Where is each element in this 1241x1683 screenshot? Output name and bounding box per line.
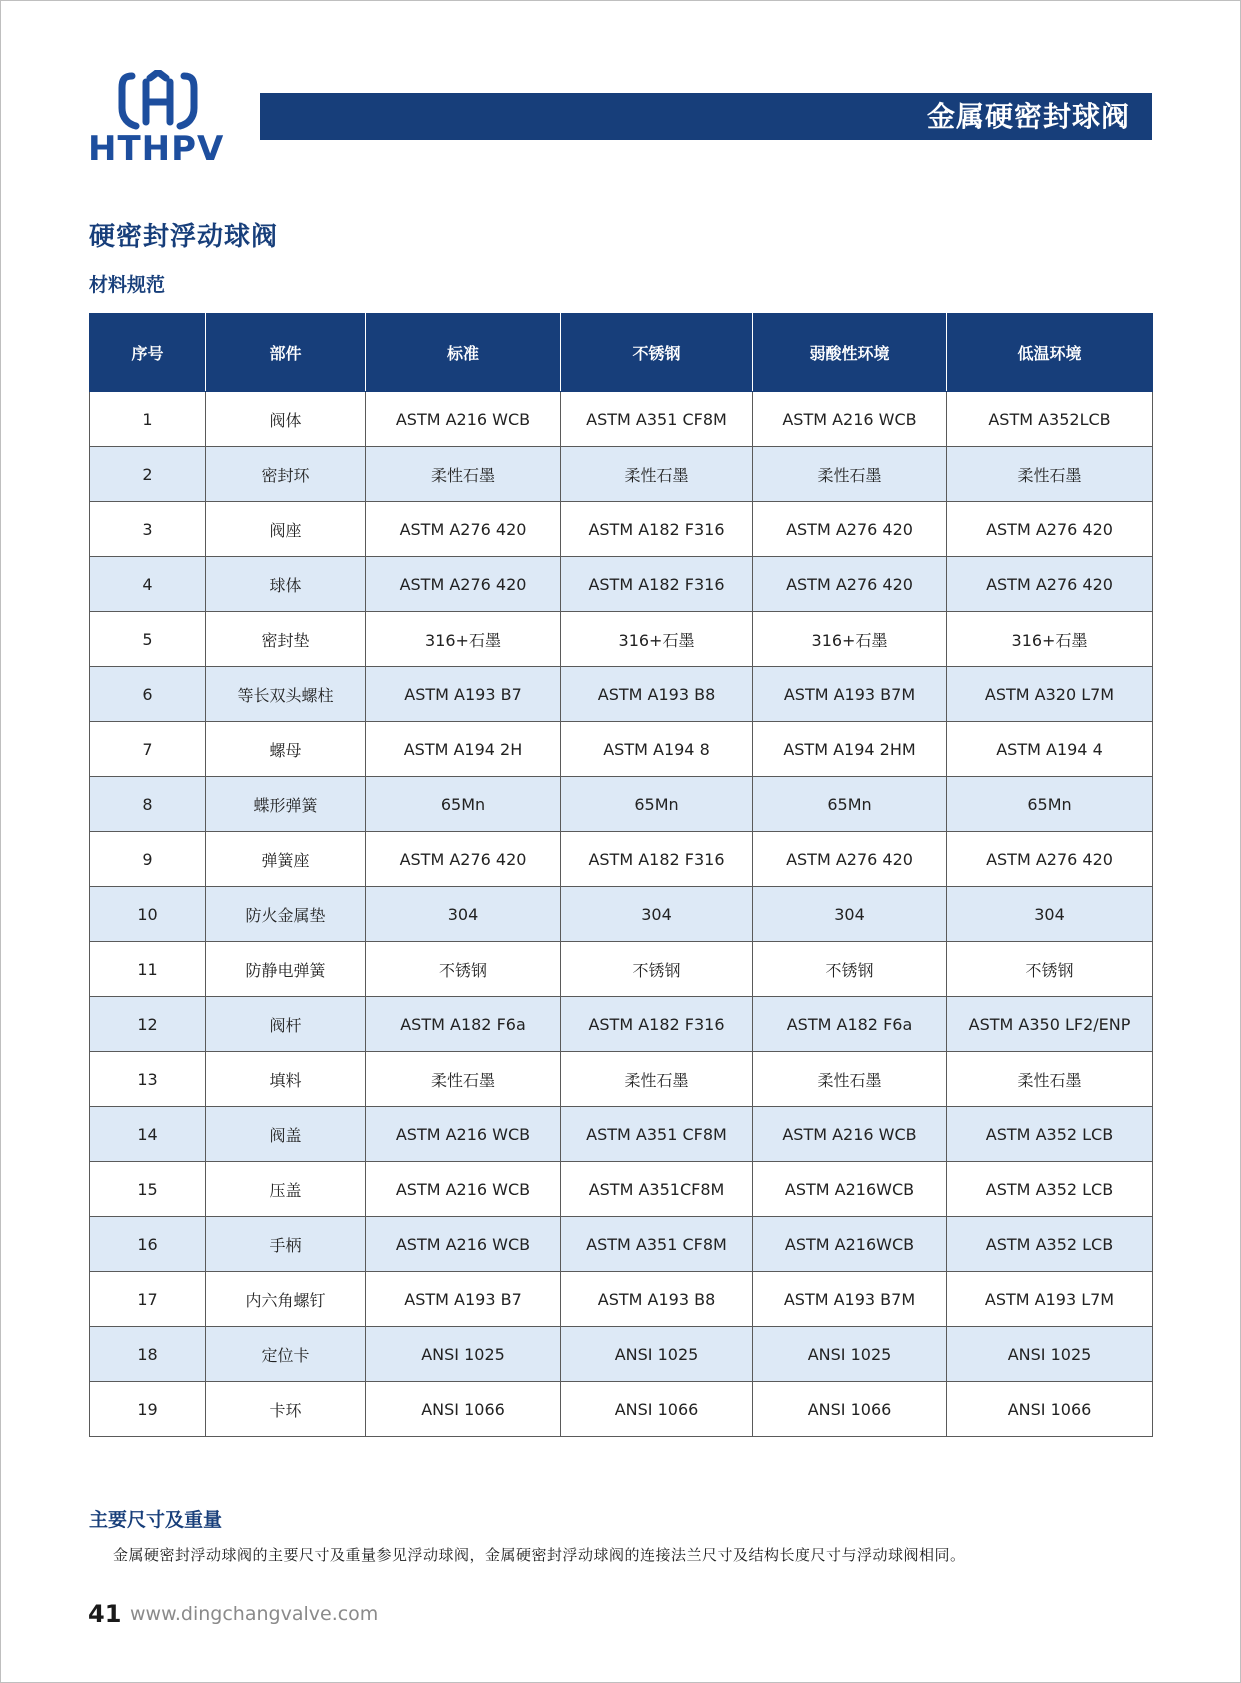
table-cell: ASTM A182 F316	[561, 997, 753, 1052]
table-cell: 柔性石墨	[366, 1052, 561, 1107]
table-cell: ASTM A351 CF8M	[561, 1217, 753, 1272]
table-cell: ASTM A193 B8	[561, 1272, 753, 1327]
column-header: 序号	[90, 314, 206, 392]
table-cell: 16	[90, 1217, 206, 1272]
table-cell: 弹簧座	[206, 832, 366, 887]
table-row	[90, 667, 1153, 722]
table-cell: 等长双头螺柱	[206, 667, 366, 722]
table-cell: ASTM A351 CF8M	[561, 392, 753, 447]
table-cell: 防静电弹簧	[206, 942, 366, 997]
table-cell: 316+石墨	[753, 612, 947, 667]
table-cell: 304	[561, 887, 753, 942]
table-header-row	[90, 314, 1153, 392]
table-cell: ASTM A216 WCB	[366, 1107, 561, 1162]
table-row	[90, 832, 1153, 887]
table-row	[90, 887, 1153, 942]
table-cell: ASTM A193 B7M	[753, 1272, 947, 1327]
table-cell: ASTM A276 420	[366, 832, 561, 887]
table-cell: ASTM A182 F316	[561, 832, 753, 887]
table-cell: ASTM A352LCB	[947, 392, 1153, 447]
table-cell: 柔性石墨	[561, 1052, 753, 1107]
table-cell: 柔性石墨	[561, 447, 753, 502]
table-row	[90, 997, 1153, 1052]
table-cell: ASTM A216 WCB	[753, 1107, 947, 1162]
table-cell: ASTM A193 L7M	[947, 1272, 1153, 1327]
table-cell: 316+石墨	[947, 612, 1153, 667]
column-header: 低温环境	[947, 314, 1153, 392]
table-cell: ASTM A182 F316	[561, 557, 753, 612]
table-row	[90, 777, 1153, 832]
table-cell: ASTM A276 420	[366, 557, 561, 612]
table-cell: 不锈钢	[366, 942, 561, 997]
table-cell: 3	[90, 502, 206, 557]
table-cell: 定位卡	[206, 1327, 366, 1382]
table-cell: 球体	[206, 557, 366, 612]
table-cell: ASTM A182 F6a	[753, 997, 947, 1052]
table-cell: 防火金属垫	[206, 887, 366, 942]
table-cell: 19	[90, 1382, 206, 1437]
table-cell: ASTM A352 LCB	[947, 1107, 1153, 1162]
table-row	[90, 1107, 1153, 1162]
table-cell: ASTM A352 LCB	[947, 1162, 1153, 1217]
table-cell: 7	[90, 722, 206, 777]
table-cell: ASTM A276 420	[753, 557, 947, 612]
table-cell: ASTM A352 LCB	[947, 1217, 1153, 1272]
table-cell: 不锈钢	[947, 942, 1153, 997]
table-cell: 15	[90, 1162, 206, 1217]
table-cell: 65Mn	[366, 777, 561, 832]
table-cell: 304	[947, 887, 1153, 942]
website-link[interactable]: www.dingchangvalve.com	[130, 1603, 379, 1625]
table-cell: 不锈钢	[561, 942, 753, 997]
table-cell: 304	[753, 887, 947, 942]
table-cell: ANSI 1066	[366, 1382, 561, 1437]
table-cell: 18	[90, 1327, 206, 1382]
table-row	[90, 612, 1153, 667]
table-cell: 手柄	[206, 1217, 366, 1272]
table-row	[90, 1327, 1153, 1382]
table-cell: 柔性石墨	[947, 447, 1153, 502]
table-cell: ASTM A320 L7M	[947, 667, 1153, 722]
table-cell: ASTM A350 LF2/ENP	[947, 997, 1153, 1052]
table-cell: 压盖	[206, 1162, 366, 1217]
table-row	[90, 1052, 1153, 1107]
table-row	[90, 1272, 1153, 1327]
table-cell: 螺母	[206, 722, 366, 777]
table-cell: 柔性石墨	[947, 1052, 1153, 1107]
table-cell: ASTM A276 420	[753, 502, 947, 557]
table-cell: 65Mn	[947, 777, 1153, 832]
table-cell: 5	[90, 612, 206, 667]
table-cell: ASTM A276 420	[947, 832, 1153, 887]
table-row	[90, 1162, 1153, 1217]
table-cell: 17	[90, 1272, 206, 1327]
table-cell: ASTM A194 8	[561, 722, 753, 777]
section-subtitle: 材料规范	[89, 274, 166, 296]
table-cell: 柔性石墨	[753, 1052, 947, 1107]
table-cell: 柔性石墨	[753, 447, 947, 502]
table-cell: ASTM A276 420	[947, 502, 1153, 557]
table-cell: 阀座	[206, 502, 366, 557]
table-cell: ASTM A276 420	[947, 557, 1153, 612]
logo-text: HTHPV	[88, 129, 225, 169]
table-row	[90, 722, 1153, 777]
table-cell: 阀体	[206, 392, 366, 447]
table-cell: 蝶形弹簧	[206, 777, 366, 832]
table-cell: ASTM A182 F316	[561, 502, 753, 557]
table-row	[90, 1382, 1153, 1437]
table-cell: ASTM A216 WCB	[366, 392, 561, 447]
table-row	[90, 557, 1153, 612]
table-cell: 14	[90, 1107, 206, 1162]
table-cell: 316+石墨	[561, 612, 753, 667]
table-cell: 2	[90, 447, 206, 502]
table-cell: 密封垫	[206, 612, 366, 667]
table-row	[90, 942, 1153, 997]
sizes-text: 金属硬密封浮动球阀的主要尺寸及重量参见浮动球阀，金属硬密封浮动球阀的连接法兰尺寸及结构长度尺寸与浮动球阀相同。	[113, 1546, 966, 1564]
table-cell: ASTM A276 420	[753, 832, 947, 887]
table-cell: 12	[90, 997, 206, 1052]
materials-table	[89, 313, 1153, 1437]
table-cell: 6	[90, 667, 206, 722]
table-cell: ASTM A216 WCB	[366, 1217, 561, 1272]
table-cell: 10	[90, 887, 206, 942]
page-number: 41	[88, 1600, 122, 1628]
table-cell: ASTM A216WCB	[753, 1217, 947, 1272]
table-cell: 内六角螺钉	[206, 1272, 366, 1327]
table-cell: ASTM A216 WCB	[366, 1162, 561, 1217]
column-header: 不锈钢	[561, 314, 753, 392]
table-cell: ASTM A216WCB	[753, 1162, 947, 1217]
table-cell: 密封环	[206, 447, 366, 502]
table-cell: ANSI 1025	[561, 1327, 753, 1382]
table-cell: ANSI 1025	[366, 1327, 561, 1382]
header-title: 金属硬密封球阀	[926, 100, 1130, 133]
sizes-title: 主要尺寸及重量	[89, 1509, 223, 1531]
column-header: 标准	[366, 314, 561, 392]
table-cell: ASTM A216 WCB	[753, 392, 947, 447]
table-cell: 8	[90, 777, 206, 832]
table-cell: 11	[90, 942, 206, 997]
table-cell: 阀杆	[206, 997, 366, 1052]
table-cell: ASTM A182 F6a	[366, 997, 561, 1052]
company-logo	[88, 70, 228, 169]
table-cell: ASTM A194 2H	[366, 722, 561, 777]
table-cell: ASTM A351 CF8M	[561, 1107, 753, 1162]
table-cell: 阀盖	[206, 1107, 366, 1162]
table-cell: 柔性石墨	[366, 447, 561, 502]
table-cell: ASTM A193 B7	[366, 667, 561, 722]
table-cell: 65Mn	[753, 777, 947, 832]
table-body	[90, 392, 1153, 1437]
table-cell: ASTM A194 2HM	[753, 722, 947, 777]
header-bar	[260, 93, 1152, 140]
table-row	[90, 502, 1153, 557]
column-header: 弱酸性环境	[753, 314, 947, 392]
table-cell: 不锈钢	[753, 942, 947, 997]
table-cell: 65Mn	[561, 777, 753, 832]
table-cell: ASTM A276 420	[366, 502, 561, 557]
table-cell: ANSI 1025	[753, 1327, 947, 1382]
table-cell: ANSI 1066	[753, 1382, 947, 1437]
table-cell: ASTM A193 B8	[561, 667, 753, 722]
table-cell: 13	[90, 1052, 206, 1107]
column-header: 部件	[206, 314, 366, 392]
table-row	[90, 1217, 1153, 1272]
table-row	[90, 392, 1153, 447]
table-cell: ASTM A193 B7M	[753, 667, 947, 722]
table-row	[90, 447, 1153, 502]
table-cell: ASTM A193 B7	[366, 1272, 561, 1327]
logo-mark-icon	[88, 70, 228, 132]
table-cell: ANSI 1025	[947, 1327, 1153, 1382]
table-cell: ASTM A351CF8M	[561, 1162, 753, 1217]
table-cell: ANSI 1066	[947, 1382, 1153, 1437]
table-cell: 304	[366, 887, 561, 942]
table-cell: 填料	[206, 1052, 366, 1107]
section-title: 硬密封浮动球阀	[89, 222, 279, 252]
table-cell: 9	[90, 832, 206, 887]
table-cell: 卡环	[206, 1382, 366, 1437]
table-cell: 4	[90, 557, 206, 612]
table-cell: ANSI 1066	[561, 1382, 753, 1437]
table-cell: 1	[90, 392, 206, 447]
table-cell: ASTM A194 4	[947, 722, 1153, 777]
table-cell: 316+石墨	[366, 612, 561, 667]
